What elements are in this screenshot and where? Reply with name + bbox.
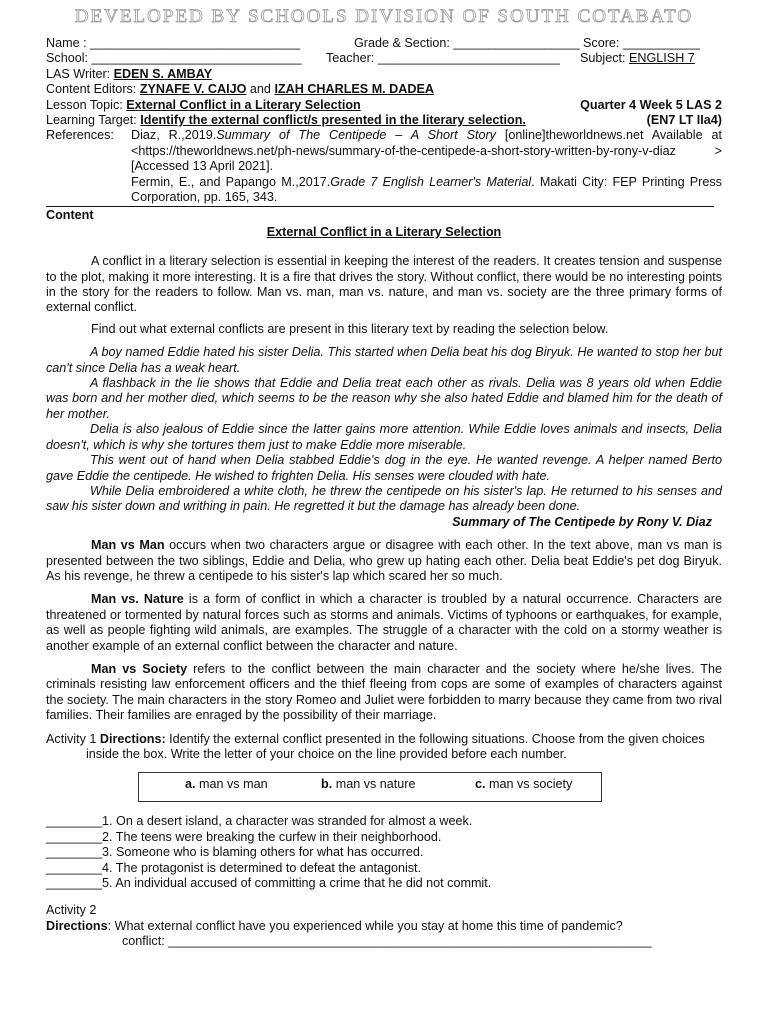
man-vs-nature-text: is a form of conflict in which a character is troubled by a natural occurrence. Characters are threatened or tormented by natural forces such as storms and animals. Victims of typhoons or earthquakes, for example, as well as people fighting wild animals, are examples. The struggle of a character with the cold on a stormy weather is another example of an external conflict between the character and nature. (46, 592, 722, 653)
activity-2-label: Activity 2 (46, 903, 97, 918)
subject-label: Subject: (580, 51, 630, 66)
target-value: Identify the external conflict/s presented in the literary selection. (140, 112, 526, 127)
worksheet-page (46, 36, 722, 950)
quarter-week: Quarter 4 Week 5 LAS 2 (580, 97, 722, 112)
choice-letter: c. (475, 777, 486, 792)
story-credit: Summary of The Centipede by Rony V. Diaz (452, 514, 712, 529)
content-editors (46, 82, 722, 97)
editors-label: Content Editors: (46, 82, 140, 97)
activity-2-directions-label: Directions (46, 918, 108, 933)
topic-value: External Conflict in a Literary Selection (126, 97, 361, 112)
choice-c (475, 777, 572, 792)
story-paragraph: A flashback in the lie shows that Eddie and Delia treat each other as rivals. Delia was 8 years old when Eddie was born and her mother died, which seems to be the reason why she also hated Eddie and blamed him for the death of her mother. (46, 376, 722, 421)
header-divider (46, 206, 714, 207)
reference-2-author: Fermin, E., and Papango M.,2017. (131, 174, 331, 189)
choice-letter: a. (185, 777, 196, 792)
man-vs-society-text: refers to the conflict between the main character and the society where he/she lives. The criminals resisting law enforcement officers and the thief fleeing from cops are some of examples of characters against the society. The main characters in the story Romeo and Juliet were forbidden to marry because they came from two rival families. Their families are enraged by the possibility of their marriage. (46, 661, 722, 723)
activity-1-item[interactable]: ________2. The teens were breaking the curfew in their neighborhood. (46, 829, 442, 844)
story-paragraph: While Delia embroidered a white cloth, he threw the centipede on his sister's lap. He returned to his senses and saw his sister down and writhing in pain. He regretted it but the damage has already been done. (46, 483, 722, 514)
header-line-school (46, 51, 722, 66)
references (46, 128, 722, 205)
find-out-paragraph: Find out what external conflicts are present in this literary text by reading the selection below. (91, 321, 609, 336)
learning-target (46, 113, 722, 128)
man-vs-man-paragraph (46, 538, 722, 584)
editor-2: IZAH CHARLES M. DADEA (274, 82, 434, 97)
activity-1-label: Activity 1 (46, 731, 100, 746)
choices-box (138, 772, 602, 802)
activity-1-item[interactable]: ________4. The protagonist is determined to defeat the antagonist. (46, 860, 422, 875)
las-writer (46, 67, 722, 82)
activity-1-item[interactable]: ________5. An individual accused of committing a crime that he did not commit. (46, 876, 492, 891)
school-field[interactable]: School: ______________________________ (46, 51, 302, 66)
activity-1-item[interactable]: ________3. Someone who is blaming others for what has occurred. (46, 845, 424, 860)
target-label: Learning Target: (46, 112, 141, 127)
intro-paragraph: A conflict in a literary selection is essential in keeping the interest of the readers. It creates tension and suspense to the plot, making it more interesting. It is a fire that drives the story. Without conflict, there would be no interesting points in the story for the readers to follow. Man vs. man, man vs. nature, and man vs. society are the three primary forms of external conflict. (46, 254, 722, 315)
activity-1-directions-label: Directions: (99, 731, 166, 746)
activity-1-item[interactable]: ________1. On a desert island, a character was stranded for almost a week. (46, 814, 473, 829)
division-watermark: DEVELOPED BY SCHOOLS DIVISION OF SOUTH COTABATO (74, 6, 694, 27)
las-writer-name: EDEN S. AMBAY (113, 66, 213, 81)
editors-and: and (246, 82, 275, 97)
reference-1 (46, 128, 722, 174)
reference-1-author: Diaz, R.,2019. (131, 128, 217, 143)
subject-field (580, 51, 695, 66)
activity-1-items (46, 814, 722, 891)
editor-1: ZYNAFE V. CAIJO (139, 82, 247, 97)
reference-2-source: . Makati City: FEP Printing Press Corporation, pp. 165, 343. (131, 174, 722, 204)
reference-1-source: [online]theworldnews.net Available at <https://theworldnews.net/ph-news/summary-of-the-centipede-a-short-story-written-by-rony-v-diaz > [Accessed 13 April 2021]. (131, 128, 722, 174)
man-vs-society-paragraph (46, 662, 722, 724)
reference-1-title: Summary of The Centipede – A Short Story (216, 128, 496, 143)
subject-value: ENGLISH 7 (629, 51, 695, 66)
topic-label: Lesson Topic: (46, 97, 127, 112)
activity-2-directions (46, 919, 722, 934)
choice-letter: b. (321, 777, 333, 792)
name-field[interactable]: Name : ______________________________ (46, 36, 301, 50)
choice-b (321, 777, 416, 792)
lesson-topic (46, 98, 722, 113)
grade-section-field[interactable]: Grade & Section: __________________ (354, 36, 580, 50)
content-heading: Content (46, 208, 94, 223)
activity-2-directions-text: : What external conflict have you experienced while you stay at home this time of pandemic? (107, 918, 623, 933)
man-vs-society-term: Man vs Society (91, 661, 188, 676)
reference-2 (46, 175, 722, 206)
choice-a (185, 777, 268, 792)
man-vs-nature-term: Man vs. Nature (91, 592, 184, 607)
header-line-name (46, 36, 722, 51)
content-title: External Conflict in a Literary Selection (266, 224, 502, 239)
man-vs-nature-paragraph (46, 592, 722, 654)
activity-1-directions-text: Identify the external conflict presented in the following situations. Choose from the given choices inside the box. Write the letter of your choice on the line provided before each number. (86, 731, 705, 761)
activity-1-directions (46, 732, 722, 763)
choice-text: man vs man (195, 777, 268, 792)
score-field[interactable]: Score: ___________ (583, 36, 700, 50)
conflict-answer-line[interactable]: conflict: _____________________________________________________________________ (122, 934, 652, 949)
competency-code: (EN7 LT IIa4) (646, 112, 722, 127)
story-paragraph: Delia is also jealous of Eddie since the latter gains more attention. While Eddie loves animals and insects, Delia doesn't, which is why she tortures them just to make Eddie more miserable. (46, 422, 722, 452)
references-label: References: (46, 128, 114, 143)
teacher-field[interactable]: Teacher: __________________________ (326, 51, 560, 66)
choice-text: man vs society (485, 777, 573, 792)
reference-2-title: Grade 7 English Learner's Material (330, 174, 532, 189)
choice-text: man vs nature (332, 777, 416, 792)
story-paragraph: A boy named Eddie hated his sister Delia. This started when Delia beat his dog Biryuk. He wanted to stop her but can't since Delia has a weak heart. (46, 345, 722, 375)
story-paragraph: This went out of hand when Delia stabbed Eddie's dog in the eye. He wanted revenge. A helper named Berto gave Eddie the centipede. He wished to frighten Delia. His senses were clouded with hate. (46, 453, 722, 483)
las-writer-label: LAS Writer: (46, 66, 114, 81)
man-vs-man-term: Man vs Man (91, 538, 165, 553)
man-vs-man-text: occurs when two characters argue or disagree with each other. In the text above, man vs man is presented between the two siblings, Eddie and Delia, who grew up hating each other. Delia beat Eddie's pet dog Biryuk. As his revenge, he threw a centipede to his sister's lap which scared her so much. (46, 538, 722, 583)
story-summary (46, 345, 722, 514)
